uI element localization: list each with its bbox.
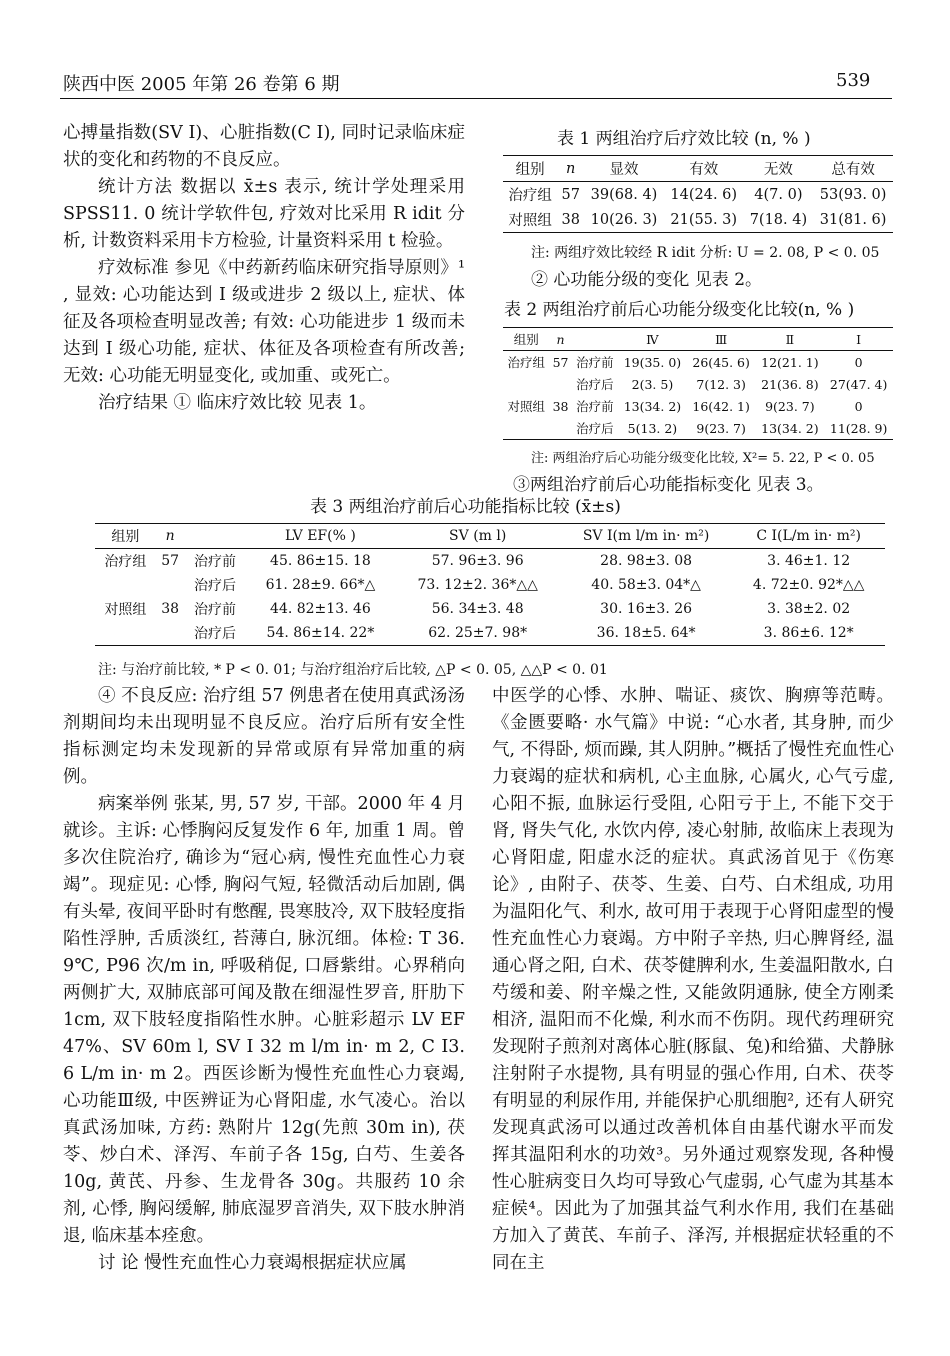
table-cell: 36. 18±5. 64*: [596, 625, 696, 641]
table-cell: 31(81. 6): [819, 211, 887, 228]
table3-header-cell: 组别: [111, 529, 140, 545]
journal-header: 陕西中医 2005 年第 26 卷第 6 期: [63, 74, 340, 95]
table-cell: 对照组: [104, 602, 147, 618]
table2-header-cell: Ⅱ: [785, 331, 795, 347]
paragraph-statistics: 统计方法 数据以 x̄±s 表示, 统计学处理采用 SPSS11. 0 统计学软件包, 疗效对比采用 R idit 分析, 计数资料采用卡方检验, 计量资料采用 t 检验。: [63, 177, 465, 251]
table-cell: [503, 417, 549, 440]
table-row: [503, 207, 893, 233]
table-cell: 13(34. 2): [623, 398, 682, 414]
table3-header-row: [95, 524, 885, 549]
table-cell: [95, 621, 156, 646]
table-row: [503, 395, 893, 417]
table-cell: 45. 86±15. 18: [270, 553, 371, 569]
table1-header-cell: 无效: [763, 162, 793, 178]
page-number: 539: [836, 70, 871, 91]
table-cell: 9(23. 7): [765, 398, 815, 414]
table-cell: 44. 82±13. 46: [270, 601, 371, 617]
table-cell: 57: [161, 553, 180, 569]
table-cell: 39(68. 4): [590, 186, 658, 203]
table1-header-row: [503, 156, 893, 182]
table2-header-cell: Ⅲ: [715, 331, 728, 347]
table1-note: 注: 两组疗效比较经 R idit 分析: U = 2. 08, P < 0. 05: [531, 245, 880, 261]
table-cell: 3. 86±6. 12*: [763, 625, 854, 641]
table-cell: 30. 16±3. 26: [600, 601, 693, 617]
table3-caption: 表 3 两组治疗前后心功能指标比较 (x̄±s): [310, 497, 621, 517]
left-column-bottom: [63, 683, 465, 1277]
table-cell: 38: [561, 211, 580, 228]
table2-header-cell: 组别: [513, 332, 539, 347]
table-cell: [156, 573, 185, 597]
table-cell: 54. 86±14. 22*: [266, 625, 375, 641]
table-cell: 10(26. 3): [590, 211, 658, 228]
table-row: [95, 573, 885, 597]
left-column-top: [63, 120, 465, 417]
table-cell: 0: [854, 354, 863, 370]
table1-header-cell: 有效: [689, 162, 719, 178]
table-cell: 19(35. 0): [623, 354, 682, 370]
table-cell: 56. 34±3. 48: [431, 601, 524, 617]
table-cell: 21(55. 3): [670, 211, 738, 228]
table-cell: 57. 96±3. 96: [431, 553, 524, 569]
table-cell: 3. 38±2. 02: [767, 601, 851, 617]
table-cell: 治疗后: [193, 626, 236, 642]
table-cell: 53(93. 0): [819, 186, 887, 203]
table3-header-cell: C I(L/m in· m²): [756, 528, 861, 544]
table-cell: 61. 28±9. 66*△: [265, 577, 376, 593]
table-cell: 3. 46±1. 12: [767, 553, 851, 569]
table-cell: 38: [552, 398, 569, 414]
table3-header-cell: SV I(m l/m in· m²): [582, 528, 710, 544]
table-row: [503, 351, 893, 374]
table-cell: [503, 373, 549, 395]
table-cell: 治疗后: [576, 421, 614, 436]
table-cell: 4. 72±0. 92*△△: [752, 577, 865, 593]
right-column-bottom: [492, 683, 894, 1277]
table3-header-cell: [185, 524, 246, 549]
table2: [503, 327, 893, 440]
table2-header-cell: Ⅳ: [646, 331, 659, 347]
table-row: [503, 373, 893, 395]
table-cell: 12(21. 1): [761, 354, 819, 370]
header-rule: [60, 98, 892, 99]
table-cell: 治疗组: [507, 355, 545, 370]
table-cell: 治疗前: [576, 399, 614, 414]
table1-header-cell: n: [566, 160, 576, 177]
table-cell: 治疗组: [104, 554, 147, 570]
table-row: [95, 597, 885, 621]
table-cell: 治疗后: [193, 578, 236, 594]
paragraph-measures: 心搏量指数(SV I)、心脏指数(C I), 同时记录临床症状的变化和药物的不良反应。: [63, 123, 465, 170]
table3-note: 注: 与治疗前比较, * P < 0. 01; 与治疗组治疗后比较, △P < 0. 05, △△P < 0. 01: [98, 662, 608, 678]
table1-header-cell: 组别: [515, 162, 545, 178]
table-cell: 治疗后: [576, 377, 614, 392]
paragraph-discussion-start: 讨 论 慢性充血性心力衰竭根据症状应属: [98, 1253, 407, 1273]
table-row: [95, 549, 885, 574]
table-cell: 9(23. 7): [696, 420, 746, 436]
table-cell: [156, 621, 185, 646]
table-cell: 21(36. 8): [761, 376, 819, 392]
table-cell: 治疗前: [193, 602, 236, 618]
table-row: [503, 182, 893, 208]
table2-header-row: [503, 328, 893, 351]
table2-header-cell: Ⅰ: [856, 331, 862, 347]
table-cell: [549, 373, 571, 395]
table-cell: 对照组: [508, 213, 552, 229]
paragraph-results: 治疗结果 ① 临床疗效比较 见表 1。: [98, 393, 377, 413]
table1-caption: 表 1 两组治疗后疗效比较 (n, % ): [557, 129, 811, 149]
table2-header-cell: [572, 328, 618, 351]
table-row: [503, 417, 893, 440]
table2-caption: 表 2 两组治疗前后心功能分级变化比较(n, % ): [504, 300, 855, 320]
table3-header-cell: n: [165, 528, 175, 544]
table-cell: 7(18. 4): [749, 211, 808, 228]
table2-header-cell: n: [556, 331, 565, 347]
table-cell: 14(24. 6): [670, 186, 738, 203]
table-cell: 11(28. 9): [829, 420, 888, 436]
table3-header-cell: SV (m l): [449, 528, 507, 544]
table-cell: 57: [561, 186, 580, 203]
table1-header-cell: 总有效: [831, 162, 875, 178]
paragraph-criteria: 疗效标准 参见《中药新药临床研究指导原则》¹ , 显效: 心功能达到 I 级或进步 2 级以上, 症状、体征及各项检查明显改善; 有效: 心功能进步 1 级而未达到 I 级心功能, 症状、体征及各项检查有所改善; 无效: 心功能无明显变化, 或加重、或死亡。: [63, 258, 465, 386]
section-heart-function-index: ③两组治疗前后心功能指标变化 见表 3。: [513, 475, 824, 495]
table-cell: 13(34. 2): [761, 420, 819, 436]
paragraph-adverse-reactions: ④ 不良反应: 治疗组 57 例患者在使用真武汤汤剂期间均未出现明显不良反应。治疗后所有安全性指标测定均未发现新的异常或原有异常加重的病例。: [63, 686, 465, 787]
table-cell: 62. 25±7. 98*: [428, 625, 528, 641]
table-cell: 治疗前: [576, 355, 614, 370]
table-cell: 5(13. 2): [627, 420, 678, 436]
table3-header-cell: LV EF(% ): [285, 528, 356, 544]
table-cell: 57: [552, 354, 569, 370]
table-row: [95, 621, 885, 646]
section-heart-function-grade: ② 心功能分级的变化 见表 2。: [531, 270, 763, 290]
table3: [95, 523, 885, 646]
table-cell: 38: [161, 601, 180, 617]
table-cell: 27(47. 4): [829, 376, 888, 392]
table-cell: 4(7. 0): [754, 186, 803, 203]
table-cell: 7(12. 3): [696, 376, 746, 392]
table1-header-cell: 显效: [609, 162, 639, 178]
table-cell: 对照组: [507, 399, 545, 414]
table-cell: 73. 12±2. 36*△△: [417, 577, 538, 593]
table-cell: 26(45. 6): [692, 354, 750, 370]
paragraph-case-report: 病案举例 张某, 男, 57 岁, 干部。2000 年 4 月就诊。主诉: 心悸胸闷反复发作 6 年, 加重 1 周。曾多次住院治疗, 确诊为“冠心病, 慢性充血性心力衰竭”。现症见: 心悸, 胸闷气短, 轻微活动后加剧, 偶有头晕, 夜间平卧时有憋醒, 畏寒肢冷, 双下肢轻度指陷性浮肿, 舌质淡红, 苔薄白, 脉沉细。体检: T 36. 9℃, P96 次/m in, 呼吸稍促, 口唇紫绀。心界稍向两侧扩大, 双肺底部可闻及散在细湿性罗音, 肝肋下 1cm, 双下肢轻度指陷性水肿。心脏彩超示 LV EF 47%、SV 60m l, SV I 32 m l/m in· m 2, C I3. 6 L/m in· m 2。西医诊断为慢性充血性心力衰竭, 心功能Ⅲ级, 中医辨证为心肾阳虚, 水气凌心。治以真武汤加味, 方药: 熟附片 12g(先煎 30m in), 茯苓、炒白术、泽泻、车前子各 15g, 白芍、生姜各 10g, 黄芪、丹参、生龙骨各 30g。共服药 10 余剂, 心悸, 胸闷缓解, 肺底湿罗音消失, 双下肢水肿消退, 临床基本痊愈。: [63, 794, 465, 1246]
table1: [503, 155, 893, 233]
table2-note: 注: 两组治疗后心功能分级变化比较, X²= 5. 22, P < 0. 05: [531, 451, 875, 466]
table-cell: [95, 573, 156, 597]
paragraph-discussion: 中医学的心悸、水肿、喘证、痰饮、胸痹等范畴。《金匮要略· 水气篇》中说: “心水者, 其身肿, 而少气, 不得卧, 烦而躁, 其人阴肿。”概括了慢性充血性心力衰竭的症状和病机, 心主血脉, 心属火, 心气亏虚, 心阳不振, 血脉运行受阻, 心阳亏于上, 不能下交于肾, 肾失气化, 水饮内停, 凌心射肺, 故临床上表现为心肾阳虚, 阳虚水泛的症状。真武汤首见于《伤寒论》, 由附子、茯苓、生姜、白芍、白术组成, 功用为温阳化气、利水, 故可用于表现于心肾阳虚型的慢性充血性心力衰竭。方中附子辛热, 归心脾肾经, 温通心肾之阳, 白术、茯苓健脾利水, 生姜温阳散水, 白芍缓和姜、附辛燥之性, 又能敛阴通脉, 使全方刚柔相济, 温阳而不化燥, 利水而不伤阴。现代药理研究发现附子煎剂对离体心脏(豚鼠、兔)和给猫、犬静脉注射附子水提物, 具有明显的强心作用, 白术、茯苓有明显的利尿作用, 并能保护心肌细胞², 还有人研究发现真武汤可以通过改善机体自由基代谢水平而发挥其温阳利水的功效³。另外通过观察发现, 各种慢性心脏病变日久均可导致心气虚弱, 心气虚为其基本症候⁴。因此为了加强其益气利水作用, 我们在基础方加入了黄芪、车前子、泽泻, 并根据症状轻重的不同在主: [492, 686, 894, 1273]
table-cell: 治疗组: [508, 188, 552, 204]
table-cell: 16(42. 1): [692, 398, 750, 414]
table-cell: 0: [854, 398, 863, 414]
table-cell: [549, 417, 571, 440]
table-cell: 28. 98±3. 08: [600, 553, 693, 569]
table-cell: 治疗前: [193, 554, 236, 570]
table-cell: 2(3. 5): [631, 376, 674, 392]
table-cell: 40. 58±3. 04*△: [591, 577, 701, 593]
